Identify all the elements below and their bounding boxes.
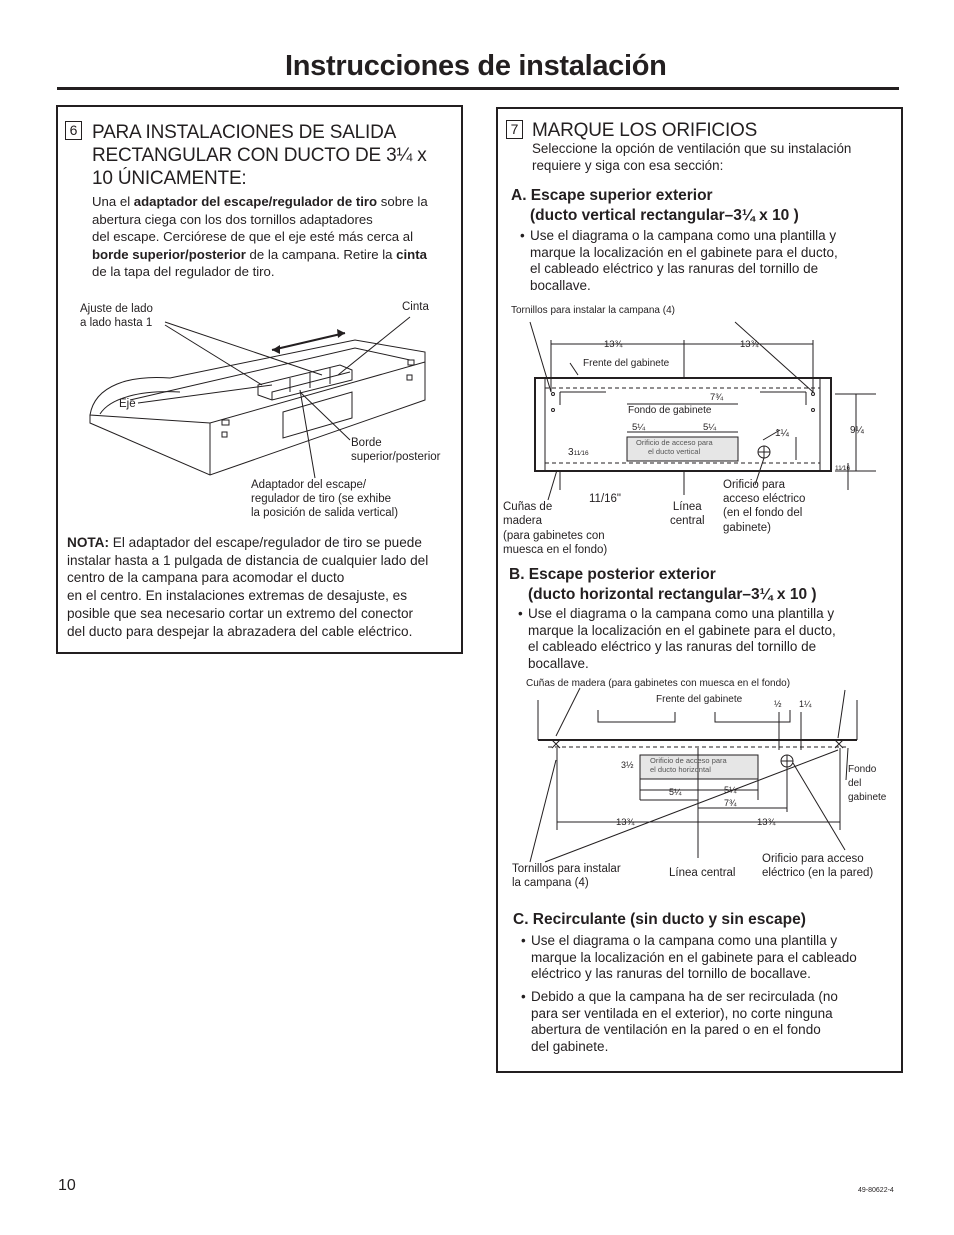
- a-linea-central: Línea central: [670, 501, 705, 527]
- section-b-title: B. Escape posterior exterior (ducto horizontal rectangular–3¼ x 10 ): [509, 566, 817, 603]
- doc-code: 49-80622-4: [858, 1187, 894, 1194]
- b-orificio-ducto: Orificio de acceso para el ducto horizontal: [650, 756, 727, 774]
- section-c-bullet-2: • Debido a que la campana ha de ser recirculada (no para ser ventilada en el exterior), no corte ninguna abertura de ventilación en la pared o en el fondo del gabinete.: [521, 989, 838, 1054]
- label-cinta: Cinta: [402, 301, 429, 313]
- b-dim-1334a: 13¾: [616, 817, 635, 828]
- section-a-bullet: • Use el diagrama o la campana como una plantilla y marque la localización en el gabinete para el ducto, el cableado eléctrico y las ranuras del tornillo de bocallave.: [520, 228, 838, 293]
- a-orificio-electrico: Orificio para acceso eléctrico (en el fondo del gabinete): [723, 479, 806, 534]
- step7-intro: Seleccione la opción de ventilación que su instalación requiere y siga con esa sección:: [532, 141, 852, 173]
- label-ajuste: Ajuste de lado a lado hasta 1: [80, 303, 153, 329]
- a-frente: Frente del gabinete: [583, 358, 670, 369]
- b-dim-514a: 5¼: [669, 787, 682, 797]
- step6-heading-line2: RECTANGULAR CON DUCTO DE 3¼ x: [92, 145, 427, 166]
- step7-number: 7: [506, 120, 523, 139]
- section-a-title: A. Escape superior exterior (ducto vertical rectangular–3¼ x 10 ): [511, 187, 799, 224]
- a-dim-1116-frac: 11⁄16: [835, 465, 851, 472]
- b-dim-114: 1¼: [799, 699, 812, 709]
- a-dim-514a: 5¼: [632, 422, 646, 433]
- b-fondo: Fondo del gabinete: [848, 764, 887, 803]
- a-dim-1334b: 13¾: [740, 339, 759, 350]
- b-dim-1334b: 13¾: [757, 817, 776, 828]
- section-b-bullet: • Use el diagrama o la campana como una plantilla y marque la localización en el gabinete para el ducto, el cableado eléctrico y las ranuras del tornillo de bocallave.: [518, 606, 836, 671]
- a-dim-514b: 5¼: [703, 422, 717, 433]
- b-dim-734: 7¾: [724, 798, 737, 808]
- a-dim-734: 7¾: [710, 392, 724, 403]
- b-dim-514b: 5¼: [724, 785, 737, 795]
- b-dim-312: 3½: [621, 760, 634, 770]
- b-linea-central: Línea central: [669, 867, 736, 879]
- step6-body: Una el adaptador del escape/regulador de tiro sobre la abertura ciega con los dos tornillos adaptadores del escape. Cerciórese de que el eje esté más cerca al borde superior/posterior de la campana. Retire la cinta de la tapa del regulador de tiro.: [92, 194, 428, 280]
- label-adaptador: Adaptador del escape/ regulador de tiro (se exhibe la posición de salida vertical): [251, 479, 399, 519]
- a-dim-1116: 11/16": [589, 493, 622, 505]
- a-dim-914: 9¼: [850, 425, 864, 436]
- section-c-bullet-1: • Use el diagrama o la campana como una plantilla y marque la localización en el gabinete para el cableado eléctrico y las ranuras del tornillo de bocallave.: [521, 933, 857, 981]
- b-tornillos: Tornillos para instalar la campana (4): [512, 863, 621, 889]
- a-dim-1334a: 13¾: [604, 339, 623, 350]
- step6-heading-line1: PARA INSTALACIONES DE SALIDA: [92, 122, 397, 143]
- a-fondo: Fondo de gabinete: [628, 405, 712, 416]
- a-tornillos: Tornillos para instalar la campana (4): [511, 305, 675, 316]
- b-orificio-electrico: Orificio para acceso eléctrico (en la pared): [762, 853, 874, 879]
- a-cunas: Cuñas de madera (para gabinetes con muesca en el fondo): [503, 501, 608, 556]
- a-orificio-ducto: Orificio de acceso para el ducto vertical: [636, 438, 713, 456]
- step6-nota: NOTA: El adaptador del escape/regulador de tiro se puede instalar hasta a 1 pulgada de distancia de cualquier lado del centro de la campana para acomodar el ducto en el centro. En instalaciones extremas de desajuste, es posible que sea necesario cortar un extremo del conector del ducto para despejar la abrazadera del cable eléctrico.: [67, 535, 429, 639]
- label-eje: Eje: [119, 398, 136, 410]
- page-title: Instrucciones de instalación: [285, 50, 667, 82]
- label-borde: Borde superior/posterior: [351, 437, 441, 463]
- b-cunas: Cuñas de madera (para gabinetes con muesca en el fondo): [526, 678, 791, 689]
- a-dim-114: 1¼: [775, 428, 789, 439]
- a-dim-3: 311⁄16: [568, 447, 589, 458]
- b-frente: Frente del gabinete: [656, 694, 743, 705]
- step7-heading: MARQUE LOS ORIFICIOS: [532, 120, 758, 141]
- b-dim-half: ½: [774, 699, 782, 709]
- step6-number: 6: [65, 121, 82, 140]
- page-number: 10: [58, 1177, 76, 1194]
- section-c-title: C. Recirculante (sin ducto y sin escape): [513, 911, 806, 928]
- step6-heading-line3: 10 ÚNICAMENTE:: [92, 168, 247, 189]
